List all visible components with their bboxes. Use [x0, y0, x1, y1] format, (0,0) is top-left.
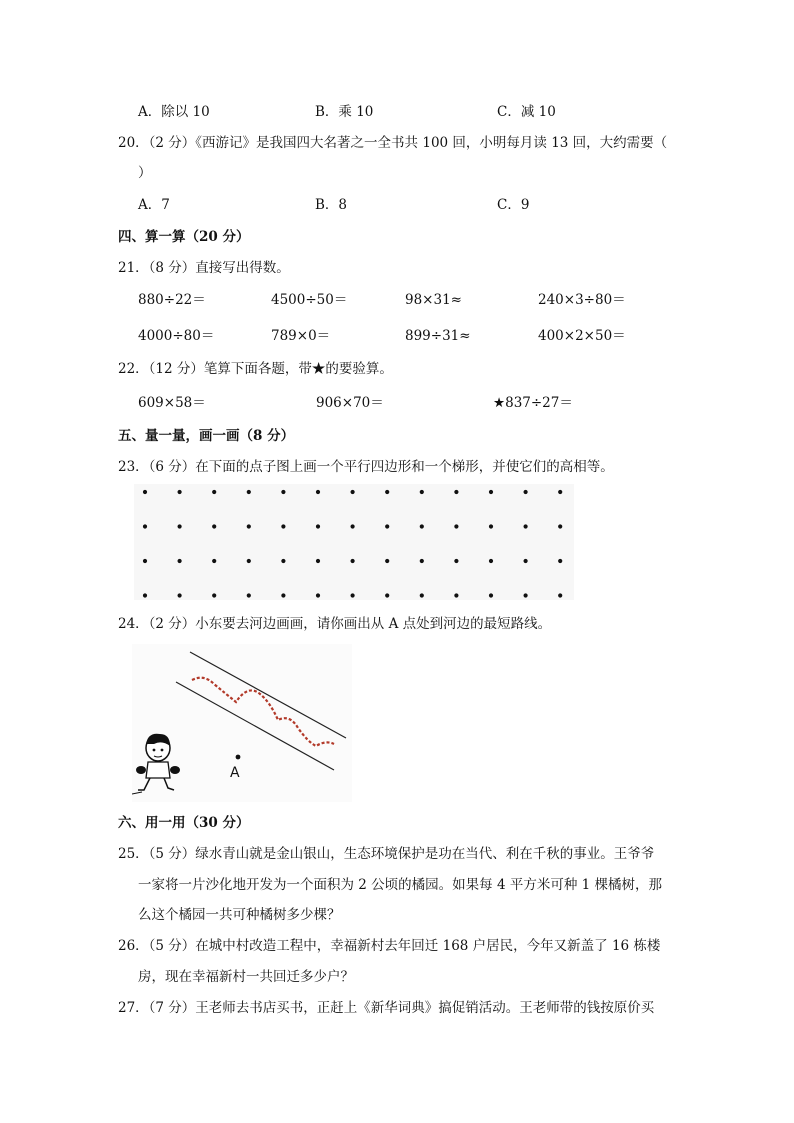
grid-dot [178, 490, 182, 494]
grid-dot [558, 490, 562, 494]
river-figure[interactable] [132, 644, 352, 802]
grid-dot [385, 524, 389, 528]
q19-option-c: C．减 10 [497, 104, 556, 120]
grid-dot [489, 593, 493, 597]
q22-expr: 609×58＝ [138, 395, 206, 411]
q23-text: 23．（6 分）在下面的点子图上画一个平行四边形和一个梯形，并使它们的高相等。 [118, 459, 614, 475]
q22-expr: ★837÷27＝ [493, 395, 573, 411]
grid-dot [385, 593, 389, 597]
grid-dot [351, 490, 355, 494]
section-5-title: 五、量一量，画一画（8 分） [118, 428, 295, 444]
grid-dot [143, 559, 147, 563]
section-6-title: 六、用一用（30 分） [118, 815, 250, 831]
grid-dot [247, 593, 251, 597]
q26-text-1: 26．（5 分）在城中村改造工程中，幸福新村去年回迁 168 户居民，今年又新盖了 16 栋楼 [118, 938, 661, 954]
grid-dot [316, 593, 320, 597]
q21-expr: 240×3÷80＝ [538, 292, 626, 308]
dot-grid[interactable] [134, 484, 574, 600]
grid-dot [385, 490, 389, 494]
q26-text-2: 房，现在幸福新村一共回迁多少户？ [138, 969, 354, 985]
grid-dot [524, 559, 528, 563]
grid-dot [143, 593, 147, 597]
grid-dot [454, 559, 458, 563]
grid-dot [489, 524, 493, 528]
q25-text-3: 么这个橘园一共可种橘树多少棵？ [138, 907, 341, 923]
grid-dot [281, 524, 285, 528]
grid-dot [454, 593, 458, 597]
q21-expr: 4000÷80＝ [138, 328, 215, 344]
grid-dot [558, 559, 562, 563]
grid-dot [281, 490, 285, 494]
grid-dot [524, 524, 528, 528]
q25-text-2: 一家将一片沙化地开发为一个面积为 2 公顷的橘园。如果每 4 平方米可种 1 棵橘树，那 [138, 877, 663, 893]
grid-dot [420, 524, 424, 528]
q20-text-cont: ） [138, 165, 152, 181]
grid-dot [351, 524, 355, 528]
q22-expr: 906×70＝ [316, 395, 384, 411]
grid-dot [212, 559, 216, 563]
q27-text-1: 27．（7 分）王老师去书店买书，正赶上《新华词典》搞促销活动。王老师带的钱按原价买 [118, 1000, 655, 1016]
q20-option-a: A．7 [138, 197, 170, 213]
grid-dot [178, 524, 182, 528]
grid-dot [247, 524, 251, 528]
grid-dot [178, 559, 182, 563]
grid-dot [420, 490, 424, 494]
grid-dot [247, 490, 251, 494]
grid-dot [524, 490, 528, 494]
q21-expr: 899÷31≈ [405, 328, 471, 344]
grid-dot [351, 559, 355, 563]
grid-dot [143, 490, 147, 494]
grid-dot [454, 490, 458, 494]
q21-expr: 880÷22＝ [138, 292, 206, 308]
grid-dot [212, 593, 216, 597]
grid-dot [558, 524, 562, 528]
grid-dot [454, 524, 458, 528]
grid-dot [351, 593, 355, 597]
grid-dot [316, 524, 320, 528]
grid-dot [212, 490, 216, 494]
q25-text-1: 25．（5 分）绿水青山就是金山银山，生态环境保护是功在当代、利在千秋的事业。王爷爷 [118, 846, 655, 862]
q20-text: 20．（2 分）《西游记》是我国四大名著之一全书共 100 回，小明每月读 13 回，大约需要（ [118, 135, 668, 151]
q20-option-b: B．8 [315, 197, 348, 213]
grid-dot [558, 593, 562, 597]
q24-text: 24．（2 分）小东要去河边画画，请你画出从 A 点处到河边的最短路线。 [118, 616, 552, 632]
q19-option-b: B．乘 10 [315, 104, 374, 120]
grid-dot [316, 559, 320, 563]
grid-dot [385, 559, 389, 563]
q21-expr: 400×2×50＝ [538, 328, 626, 344]
grid-dot [178, 593, 182, 597]
section-4-title: 四、算一算（20 分） [118, 229, 250, 245]
grid-dot [489, 490, 493, 494]
q21-text: 21．（8 分）直接写出得数。 [118, 260, 290, 276]
grid-dot [420, 593, 424, 597]
grid-dot [247, 559, 251, 563]
dot-grid-background [134, 484, 574, 600]
grid-dot [489, 559, 493, 563]
grid-dot [212, 524, 216, 528]
grid-dot [316, 490, 320, 494]
grid-dot [524, 593, 528, 597]
point-a-label: A [230, 765, 240, 781]
q19-option-a: A．除以 10 [138, 104, 210, 120]
q21-expr: 98×31≈ [405, 292, 462, 308]
grid-dot [420, 559, 424, 563]
point-a [236, 755, 241, 760]
q21-expr: 4500÷50＝ [271, 292, 348, 308]
q21-expr: 789×0＝ [271, 328, 331, 344]
grid-dot [143, 524, 147, 528]
q22-text: 22．（12 分）笔算下面各题，带★的要验算。 [118, 361, 393, 377]
grid-dot [281, 593, 285, 597]
q20-option-c: C．9 [497, 197, 530, 213]
grid-dot [281, 559, 285, 563]
